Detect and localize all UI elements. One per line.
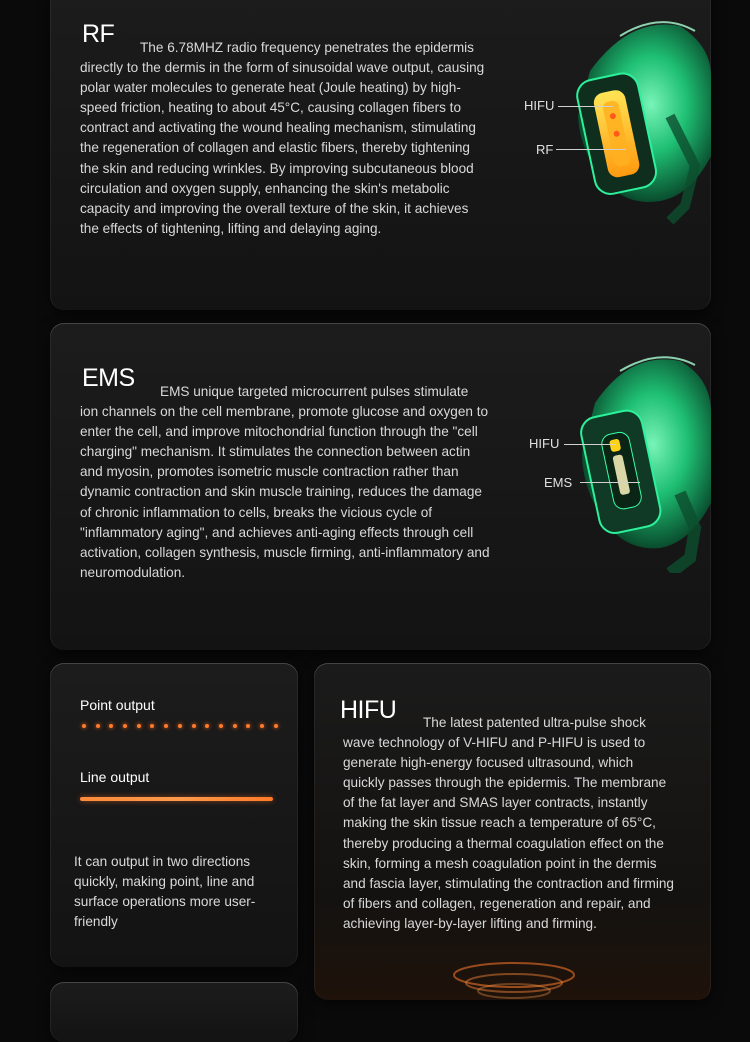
line-output-label: Line output <box>80 769 150 785</box>
rf-title: RF <box>82 20 115 48</box>
ems-device-image <box>530 343 711 573</box>
line-output-bar <box>80 797 273 801</box>
rf-device-image <box>520 6 711 226</box>
rf-label-hifu-line <box>558 106 613 107</box>
hifu-title: HIFU <box>340 696 397 724</box>
ems-label-hifu: HIFU <box>529 436 560 451</box>
point-output-label: Point output <box>80 697 155 713</box>
rf-label-hifu: HIFU <box>524 98 555 113</box>
rf-description-text: The 6.78MHZ radio frequency penetrates the epidermis directly to the dermis in the form of sinusoidal wave output, causing polar water molecules to generate heat (Joule heating) by high-speed friction, heating to about 45°C, causing collagen fibers to contract and activating the wound healing mechanism, stimulating the regeneration of collagen and elastic fibers, thereby tightening the skin and reducing wrinkles. By improving subcutaneous blood circulation and oxygen supply, enhancing the skin's metabolic capacity and improving the overall texture of the skin, it achieves the effects of tightening, lifting and delaying aging. <box>80 40 485 236</box>
ems-description-text: EMS unique targeted microcurrent pulses stimulate ion channels on the cell membrane, promote glucose and oxygen to enter the cell, and improve mitochondrial function through the "cell charging" mechanism. It stimulates the connection between actin and myosin, promotes isometric muscle contraction rather than dynamic contraction and skin muscle training, reduces the damage of chronic inflammation to cells, breaks the vicious cycle of "inflammatory aging", and achieves anti-aging effects through cell activation, collagen synthesis, muscle firming, anti-inflammatory and neuromodulation. <box>80 384 490 580</box>
hifu-ring-glow <box>444 945 584 1000</box>
output-card <box>50 663 298 967</box>
ems-description <box>80 382 490 583</box>
rf-card <box>50 0 711 310</box>
ems-label-hifu-line <box>564 444 616 445</box>
output-description: It can output in two directions quickly, making point, line and surface operations more user-friendly <box>74 854 256 930</box>
hifu-description-text: The latest patented ultra-pulse shock wave technology of V-HIFU and P-HIFU is used to generate high-energy focused ultrasound, which quickly passes through the epidermis. The membrane of the fat layer and SMAS layer contracts, instantly making the skin tissue reach a temperature of 65°C, thereby producing a thermal coagulation effect on the skin, forming a mesh coagulation point in the dermis and fascia layer, stimulating the contraction and firming of fibers and collagen, regeneration and repair, and achieving layer-by-layer lifting and firming. <box>343 715 674 931</box>
point-output-dots <box>82 724 287 728</box>
ems-title: EMS <box>82 364 135 392</box>
ems-label-ems: EMS <box>544 475 573 490</box>
rf-description <box>80 38 485 239</box>
ems-card <box>50 323 711 650</box>
ems-label-ems-line <box>580 482 640 483</box>
rf-label-rf: RF <box>536 142 554 157</box>
rf-label-rf-line <box>556 149 626 150</box>
hifu-card <box>314 663 711 1000</box>
next-card <box>50 982 298 1042</box>
hifu-description <box>343 713 678 934</box>
